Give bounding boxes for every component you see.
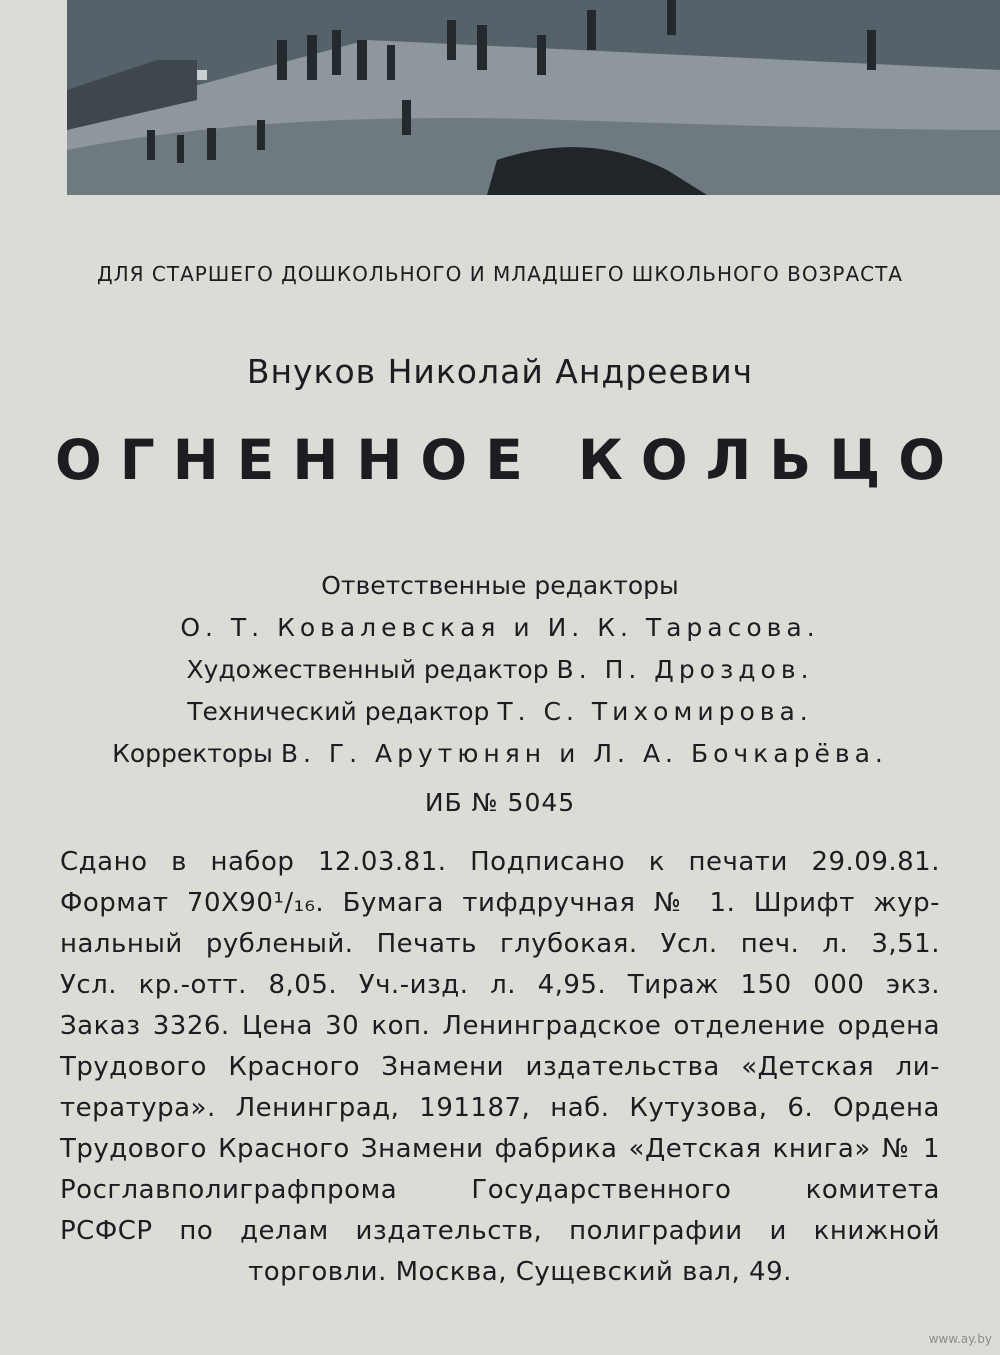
- imprint-line: Сдано в набор 12.03.81. Подписано к печати 29.09.81.: [60, 847, 940, 877]
- imprint-line: РСФСР по делам издательств, полиграфии и книжной: [60, 1216, 940, 1246]
- imprint-last-line: торговли. Москва, Сущевский вал, 49.: [248, 1257, 792, 1287]
- imprint-line: Трудового Красного Знамени фабрика «Детская книга» № 1: [60, 1134, 940, 1164]
- credits-tech-editor: [0, 691, 1000, 733]
- imprint-line: тература». Ленинград, 191187, наб. Кутузова, 6. Ордена: [60, 1093, 940, 1123]
- imprint-line: Росглавполиграфпрома Государственного комитета: [60, 1175, 940, 1205]
- imprint-block: [60, 842, 940, 1293]
- credits-proofreaders-names: В. Г. Арутюнян и Л. А. Бочкарёва.: [280, 739, 888, 768]
- credits-art-editor-label: Художественный редактор: [186, 655, 549, 684]
- credits-proofreaders-label: Корректоры: [112, 739, 273, 768]
- book-title: ОГНЕННОЕ КОЛЬЦО: [54, 428, 964, 492]
- credits-tech-editor-name: Т. С. Тихомирова.: [497, 697, 813, 726]
- audience-label: ДЛЯ СТАРШЕГО ДОШКОЛЬНОГО И МЛАДШЕГО ШКОЛЬНОГО ВОЗРАСТА: [97, 262, 903, 286]
- credits-responsible-editors-names: О. Т. Ковалевская и И. К. Тарасова.: [180, 613, 820, 642]
- imprint-line: нальный рубленый. Печать глубокая. Усл. печ. л. 3,51.: [60, 929, 940, 959]
- imprint-line: Трудового Красного Знамени издательства «Детская ли-: [60, 1052, 940, 1082]
- photo-illustration-icon: [67, 0, 1000, 195]
- imprint-line: Заказ 3326. Цена 30 коп. Ленинградское отделение ордена: [60, 1011, 940, 1041]
- credits-proofreaders: [0, 733, 1000, 775]
- author-name: Внуков Николай Андреевич: [246, 352, 754, 391]
- imprint-line: Усл. кр.-отт. 8,05. Уч.-изд. л. 4,95. Тираж 150 000 экз.: [60, 970, 940, 1000]
- credits-art-editor-name: В. П. Дроздов.: [556, 655, 814, 684]
- credits-block: [0, 565, 1000, 775]
- credits-responsible-editors-label: Ответственные редакторы: [321, 571, 679, 600]
- imprint-line: Формат 70X90¹/₁₆. Бумага тифдручная № 1. Шрифт жур-: [60, 888, 940, 918]
- ib-number: ИБ № 5045: [424, 788, 576, 817]
- credits-art-editor: [0, 649, 1000, 691]
- street-scene-photo: [67, 0, 1000, 195]
- credits-tech-editor-label: Технический редактор: [187, 697, 490, 726]
- watermark: www.ay.by: [928, 1332, 992, 1346]
